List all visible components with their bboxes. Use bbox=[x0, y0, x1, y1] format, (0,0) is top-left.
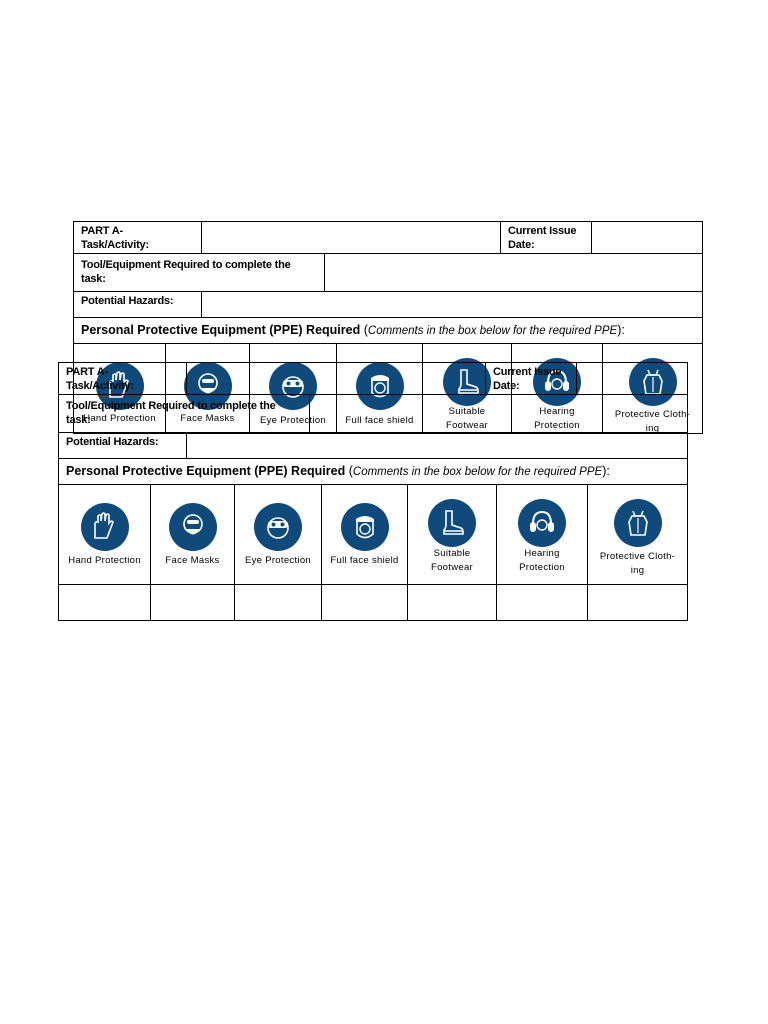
ppe-cell-footwear bbox=[407, 485, 496, 584]
tool-label-cell bbox=[74, 254, 324, 291]
part-a-line1: PART A- bbox=[66, 366, 108, 378]
ppe-label-face-shield: Full face shield bbox=[345, 415, 414, 426]
row-ppe-comments bbox=[59, 584, 687, 620]
hazards-label-cell bbox=[74, 292, 201, 317]
ear-defenders-icon bbox=[518, 499, 566, 547]
gloves-icon bbox=[81, 503, 129, 551]
ppe-label-footwear-1: Suitable bbox=[448, 406, 486, 417]
row-hazards bbox=[59, 432, 687, 458]
hazards-label: Potential Hazards: bbox=[66, 436, 159, 448]
ppe-label-face-mask: Face Masks bbox=[180, 413, 235, 424]
ppe-label-footwear-2: Footwear bbox=[445, 420, 488, 431]
tool-line2: task: bbox=[66, 414, 91, 426]
row-tool-equipment bbox=[74, 253, 702, 291]
hazards-label-cell bbox=[59, 433, 186, 458]
ppe-label-hearing-2: Protection bbox=[519, 562, 565, 573]
ppe-label-footwear-1: Suitable bbox=[433, 548, 471, 559]
tool-equipment-field[interactable] bbox=[309, 395, 687, 432]
ppe-label-hand: Hand Protection bbox=[83, 413, 156, 424]
ppe-label-face-shield: Full face shield bbox=[330, 555, 399, 566]
comment-hand[interactable] bbox=[59, 585, 150, 620]
task-activity-field[interactable] bbox=[201, 222, 500, 253]
issue-date-label-cell bbox=[485, 363, 576, 394]
ppe-label-hearing-2: Protection bbox=[534, 420, 580, 431]
ppe-label-clothing-2: ing bbox=[645, 423, 660, 434]
comment-face-mask[interactable] bbox=[150, 585, 234, 620]
boot-icon bbox=[428, 499, 476, 547]
part-a-label-cell bbox=[74, 222, 201, 253]
ppe-cell-eye bbox=[234, 485, 321, 584]
issue-line1: Current Issue bbox=[508, 225, 577, 237]
ppe-label-footwear-2: Footwear bbox=[430, 562, 473, 573]
ppe-label-hearing-1: Hearing bbox=[539, 406, 575, 417]
tool-line1: Tool/Equipment Required to complete the bbox=[81, 259, 291, 271]
task-activity-field[interactable] bbox=[186, 363, 485, 394]
hazards-field[interactable] bbox=[201, 292, 702, 317]
hazards-field[interactable] bbox=[186, 433, 687, 458]
tool-equipment-field[interactable] bbox=[324, 254, 702, 291]
ppe-cell-hearing bbox=[496, 485, 587, 584]
face-shield-icon bbox=[341, 503, 389, 551]
ppe-cell-face-shield bbox=[321, 485, 407, 584]
issue-line1: Current Issue bbox=[493, 366, 562, 378]
ppe-label-hearing-1: Hearing bbox=[524, 548, 560, 559]
issue-date-field[interactable] bbox=[591, 222, 702, 253]
ppe-title: Personal Protective Equipment (PPE) Required (Comments in the box below for the required PPE): bbox=[81, 323, 625, 337]
tool-line2: task: bbox=[81, 273, 106, 285]
issue-date-label-cell bbox=[500, 222, 591, 253]
issue-line2: Date: bbox=[493, 380, 520, 392]
row-hazards bbox=[74, 291, 702, 317]
apron-icon bbox=[614, 499, 662, 547]
row-ppe-icons bbox=[59, 484, 687, 584]
row-part-a bbox=[59, 363, 687, 394]
part-a-label-cell bbox=[59, 363, 186, 394]
ppe-cell-clothing bbox=[587, 485, 687, 584]
comment-face-shield[interactable] bbox=[321, 585, 407, 620]
row-ppe-title bbox=[59, 458, 687, 484]
ppe-title: Personal Protective Equipment (PPE) Required (Comments in the box below for the required PPE): bbox=[66, 464, 610, 478]
form-copy-front bbox=[58, 362, 691, 621]
ppe-label-clothing-2: ing bbox=[630, 565, 645, 576]
comment-clothing[interactable] bbox=[587, 585, 687, 620]
row-part-a bbox=[74, 222, 702, 253]
comment-eye[interactable] bbox=[234, 585, 321, 620]
part-a-line2: Task/Activity: bbox=[81, 239, 149, 251]
ppe-label-clothing-1: Protective Cloth- bbox=[599, 551, 676, 562]
ppe-label-eye: Eye Protection bbox=[260, 415, 326, 426]
ppe-cell-hand bbox=[59, 485, 150, 584]
issue-date-field[interactable] bbox=[576, 363, 687, 394]
comment-hearing[interactable] bbox=[496, 585, 587, 620]
hazards-label: Potential Hazards: bbox=[81, 295, 174, 307]
ppe-cell-face-mask bbox=[150, 485, 234, 584]
ppe-label-face-mask: Face Masks bbox=[165, 555, 220, 566]
ppe-label-eye: Eye Protection bbox=[245, 555, 311, 566]
row-tool-equipment bbox=[59, 394, 687, 432]
ppe-label-hand: Hand Protection bbox=[68, 555, 141, 566]
part-a-line2: Task/Activity: bbox=[66, 380, 134, 392]
tool-label-cell bbox=[59, 395, 309, 432]
respirator-icon bbox=[169, 503, 217, 551]
goggles-icon bbox=[254, 503, 302, 551]
issue-line2: Date: bbox=[508, 239, 535, 251]
part-a-line1: PART A- bbox=[81, 225, 123, 237]
row-ppe-title bbox=[74, 317, 702, 343]
ppe-label-clothing-1: Protective Cloth- bbox=[614, 409, 691, 420]
comment-footwear[interactable] bbox=[407, 585, 496, 620]
tool-line1: Tool/Equipment Required to complete the bbox=[66, 400, 276, 412]
